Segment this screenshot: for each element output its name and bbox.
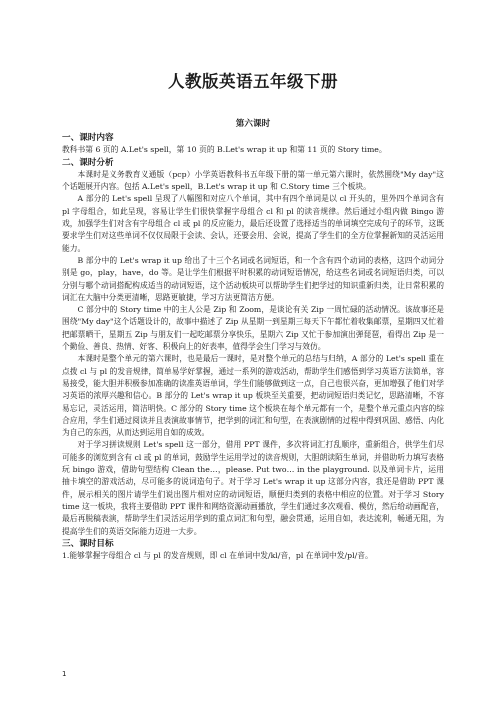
section-heading: 一、课时内容: [62, 133, 114, 143]
paragraph: 本课时是义务教育义通版（pcp）小学英语教科书五年级下册的第一单元第六课时，依然围绕"My day"这个话题展开内容。包括 A.Let's spell，B.Let's wrap it up 和 C.Story time 三个板块。: [62, 169, 444, 192]
section-lesson-analysis: [62, 157, 444, 538]
page-number: 1: [62, 670, 67, 678]
section-heading: 三、课时目标: [62, 538, 114, 549]
paragraph: 1.能够掌握字母组合 cl 与 pl 的发音规则，即 cl 在单词中发/kl/音，pl 在单词中发/pl/音。: [62, 551, 373, 561]
paragraph: A 部分的 Let's spell 呈现了八幅图和对应八个单词，其中有四个单词是以 cl 开头的，里外四个单词含有 pl 字母组合，如此呈现，容易让学生们很快掌握字母组合 cl 和 pl 的读音规律。然后通过小组内做 Bingo 游戏，加强学生们对含有字母组合 cl 或 pl 的反应能力，最后还设置了选择适当的单词填空完成句子的环节，这既要求学生们对这些单词不仅仅局限于会读、会认，还要会用、会说，提高了学生们的全方位掌握新知的灵活运用能力。: [62, 194, 444, 253]
section-lesson-content: [62, 132, 444, 157]
paragraph: C 部分中的 Story time 中的主人公是 Zip 和 Zoom，是谈论有关 Zip 一周忙碌的活动情况。该故事还是围绕"My day"这个话题设计的，故事中描述了 Zip 从星期一到星期三每天下午都忙着收集邮票，星期四又忙着把邮票晒干，星期五 Zip 与朋友们一起吃邮票分享快乐，星期六 Zip 又忙于参加演出弹琵琶，看得出 Zip 是一个勤俭、善良、热情、好客、积极向上的好表率，值得学会生门学习与效仿。: [62, 305, 444, 352]
section-heading: 二、课时分析: [62, 157, 114, 168]
lesson-subtitle: 第六课时: [235, 119, 271, 129]
paragraph: 教科书第 6 页的 A.Let's spell，第 10 页的 B.Let's wrap it up 和第 11 页的 Story time。: [62, 145, 387, 155]
paragraph: 对于学习拼读规则 Let's spell 这一部分，借用 PPT 课件，多次将词汇打乱顺序，重新组合，供学生们尽可能多的浏览到含有 cl 或 pl 的单词，鼓励学生运用学过的读音规则，大胆朗读陌生单词，并借助听力填写表格玩 bingo 游戏，借助句型结构 Clean the…，please. Put two… in the playground. 以及单词卡片，运用抽卡填空的游戏活动，尽可能多的说词造句子。对于学习 Let's wrap it up 这部分内容，我还是借助 PPT 课件，展示相关的图片请学生们说出图片相对应的动词短语，顺便归类到的表格中相应的位置。对于学习 Story time 这一板块，我将主要借助 PPT 课件和网络资源动画播放，学生们通过多次观看、模仿，然后给动画配音，最后再脱稿表演，帮助学生们灵活运用学到的重点词汇和句型，融会贯通，运用自如，表达流利，畅通无阻，为提高学生们的英语交际能力迈进一大步。: [62, 440, 444, 536]
document-title: 人教版英语五年级下册: [168, 72, 338, 91]
paragraph: 本课时是整个单元的第六课时，也是最后一课时，是对整个单元的总结与归纳，A 部分的 Let's spell 重在点拨 cl 与 pl 的发音规律，简单易学好掌握，通过一系列的游戏活动，帮助学生们感悟到学习英语方法简单，容易接受，能大胆并积极参加准确的读准英语单词，学生们能够做到这一点，自己也很兴奋，更加增强了他们对学习英语的浓厚兴趣和信心。B 部分的 Let's wrap it up 板块至关重要，把动词短语归类记忆，思路清晰，不容易忘记，灵活运用，简洁明快。C 部分的 Story time 这个板块在每个单元都有一个，是整个单元重点内容的综合应用，学生们通过阅读并且表演故事情节，把学到的词汇和句型，在表演剧情的过程中得到巩固、感悟、内化为自己的东西，从而达到运用自如的成效。: [62, 354, 444, 438]
paragraph: B 部分中的 Let's wrap it up 给出了十三个名词或名词短语，和一个含有四个动词的表格，这四个动词分别是 go，play，have，do 等。是让学生们根据平时积累的动词短语情况，给这些名词或名词短语归类，可以分别与哪个动词搭配构成适当的动词短语，这个活动板块可以帮助学生们把学过的知识重新归类，让日常积累的词汇在大脑中分类更清晰，思路更敏捷，学习方法更简洁方便。: [62, 255, 444, 302]
section-lesson-goals: [62, 538, 444, 563]
